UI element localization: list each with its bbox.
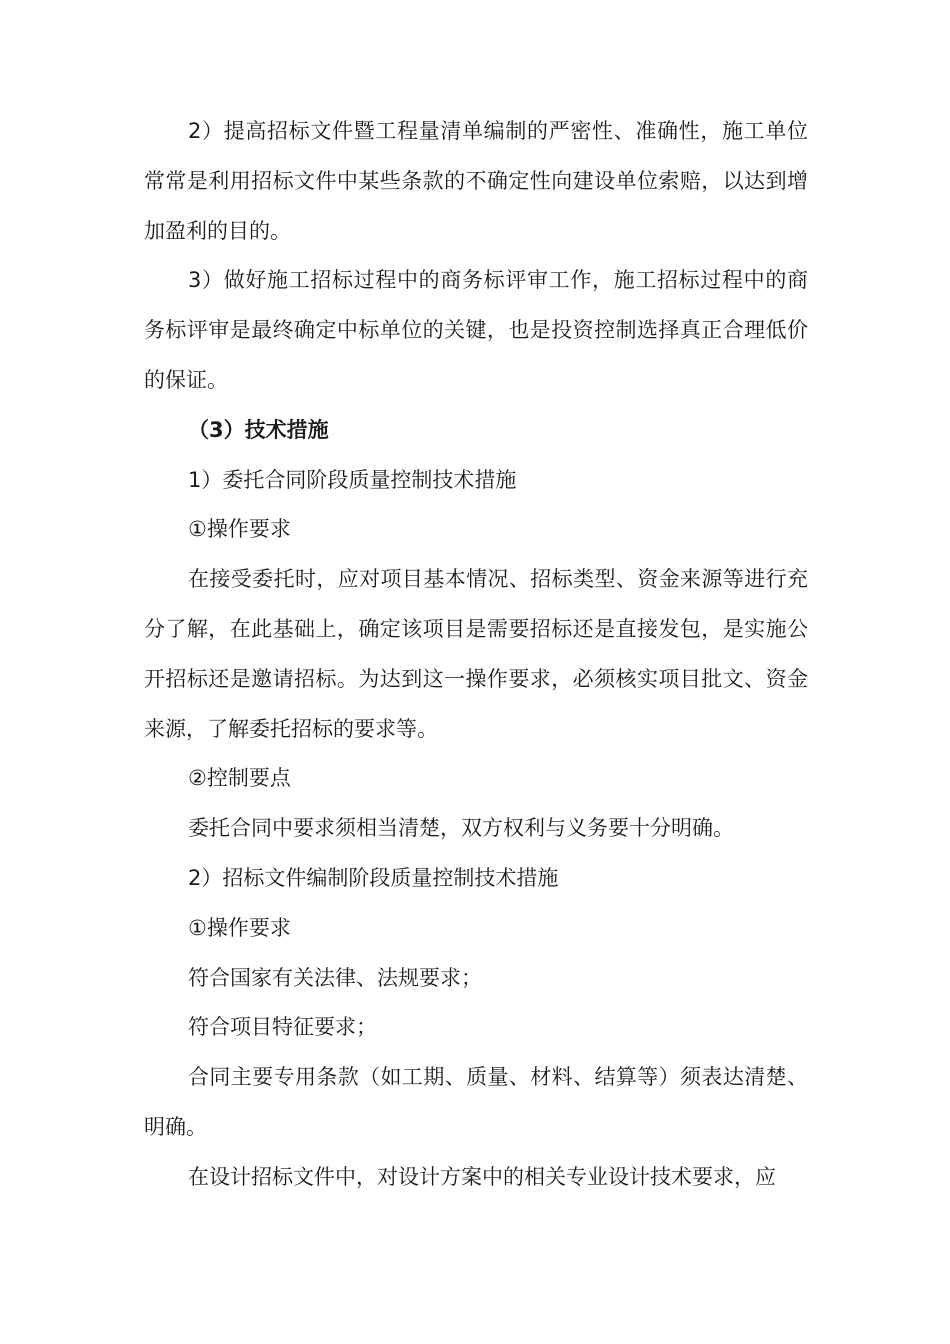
paragraph-accepting-commission: 在接受委托时，应对项目基本情况、招标类型、资金来源等进行充分了解，在此基础上，确定该项目是需要招标还是直接发包，是实施公开招标还是邀请招标。为达到这一操作要求，必须核实项目批文、资金来源，了解委托招标的要求等。 — [144, 567, 808, 741]
document-body — [144, 107, 808, 1203]
paragraph-special-clauses: 合同主要专用条款（如工期、质量、材料、结算等）须表达清楚、明确。 — [144, 1065, 808, 1139]
subheading-tender-document-stage: 2）招标文件编制阶段质量控制技术措施 — [188, 865, 559, 890]
paragraph-contract-clarity: 委托合同中要求须相当清楚，双方权利与义务要十分明确。 — [188, 816, 734, 841]
subheading-operation-requirements: ①操作要求 — [188, 517, 291, 542]
paragraph-project-features: 符合项目特征要求； — [188, 1015, 377, 1040]
subheading-control-points: ②控制要点 — [188, 766, 291, 791]
subheading-commission-contract-stage: 1）委托合同阶段质量控制技术措施 — [188, 467, 517, 492]
paragraph-design-tender: 在设计招标文件中，对设计方案中的相关专业设计技术要求，应 — [188, 1164, 776, 1189]
paragraph-tender-document-rigor: 2）提高招标文件暨工程量清单编制的严密性、准确性，施工单位常常是利用招标文件中某些条款的不确定性向建设单位索赔，以达到增加盈利的目的。 — [144, 119, 808, 243]
paragraph-law-compliance: 符合国家有关法律、法规要求； — [188, 965, 482, 990]
paragraph-commercial-bid-review: 3）做好施工招标过程中的商务标评审工作，施工招标过程中的商务标评审是最终确定中标单位的关键，也是投资控制选择真正合理低价的保证。 — [144, 268, 808, 392]
subheading-operation-requirements-2: ①操作要求 — [188, 915, 291, 940]
section-heading-technical-measures: （3）技术措施 — [188, 417, 329, 442]
